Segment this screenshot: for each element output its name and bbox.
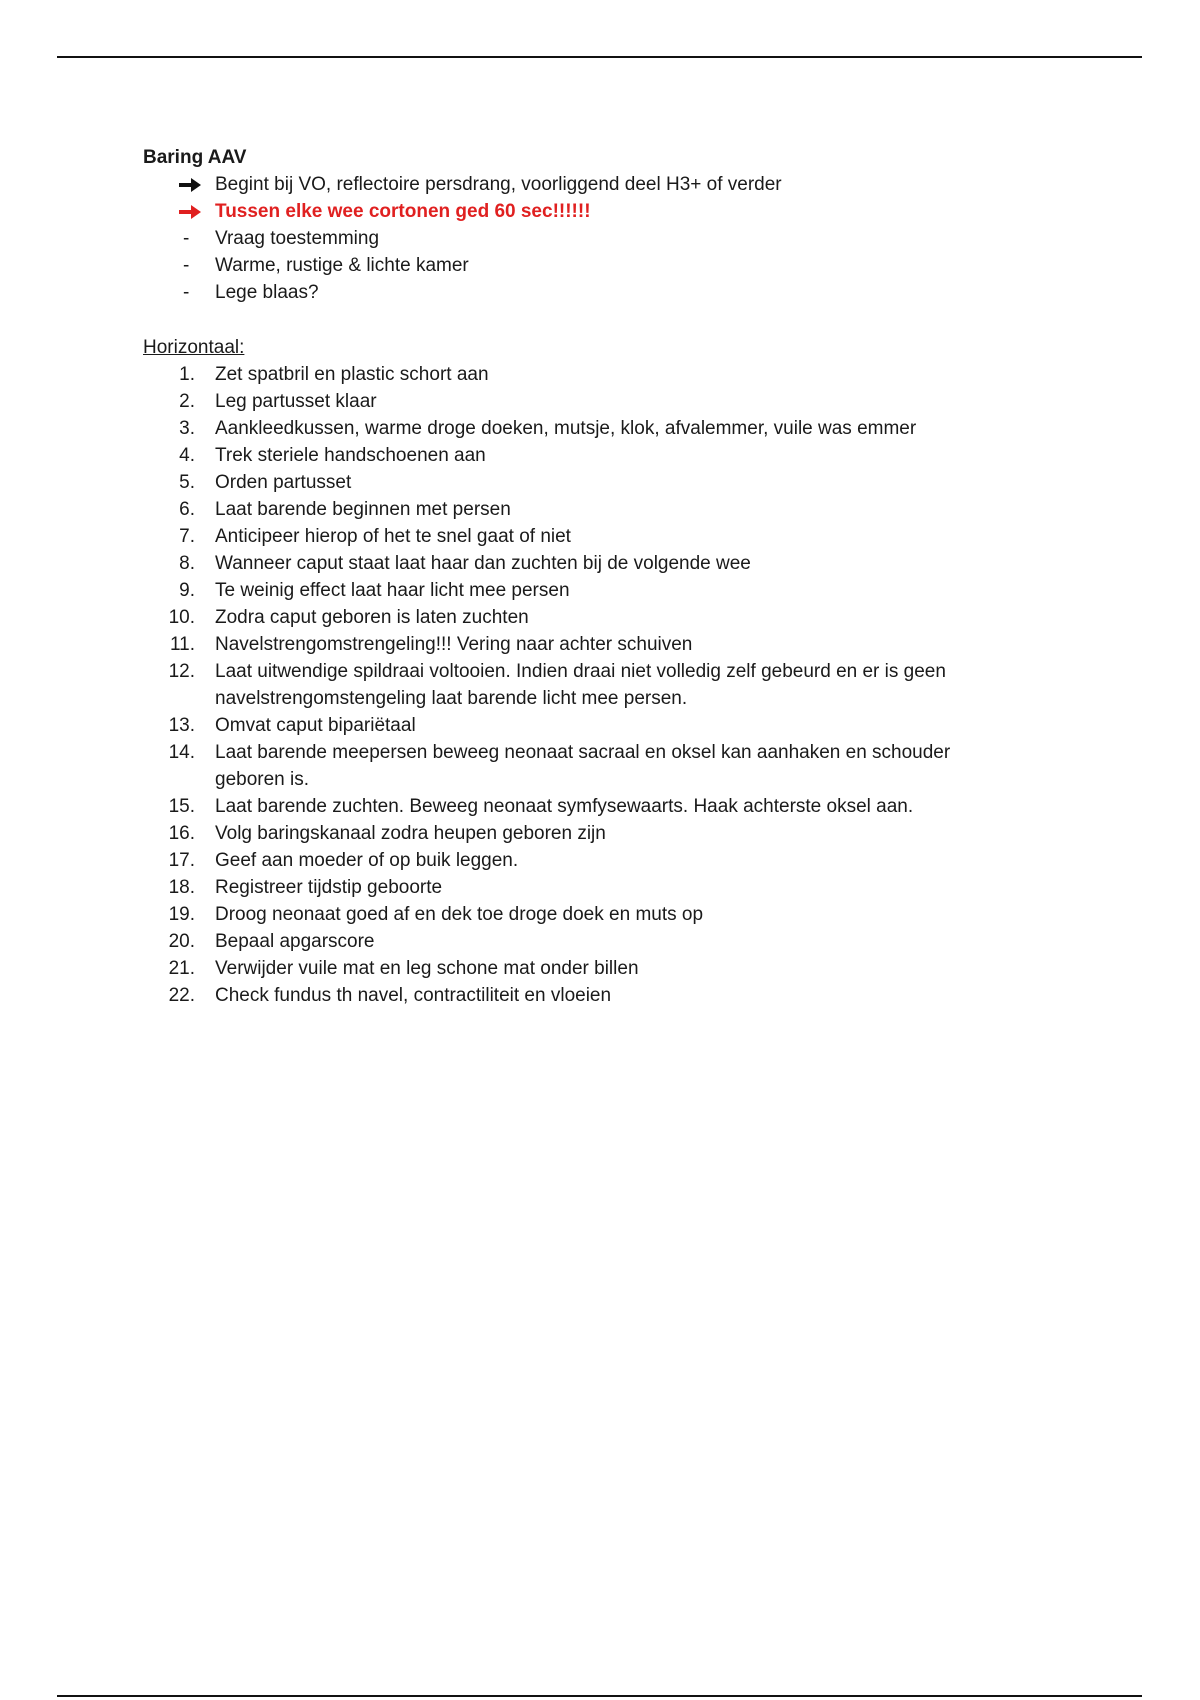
list-item [143,712,1023,739]
list-item [143,982,1023,1009]
arrow-right-icon [179,178,201,192]
list-item-number: 19. [168,904,195,925]
list-item-text: Trek steriele handschoenen aan [215,445,486,466]
list-item [143,901,1023,928]
dash-item [143,279,1023,306]
list-item-number: 1. [179,364,195,385]
list-item-number: 2. [179,391,195,412]
list-item-text: Laat barende meepersen beweeg neonaat sacraal en oksel kan aanhaken en schouder geboren is. [215,742,951,790]
document-body [143,144,1023,1009]
list-item-text: Registreer tijdstip geboorte [215,877,443,898]
arrow-item [143,171,1023,198]
list-item-text: Geef aan moeder of op buik leggen. [215,850,519,871]
list-item-number: 6. [179,499,195,520]
list-item-text: Zet spatbril en plastic schort aan [215,364,489,385]
arrow-item-text: Tussen elke wee cortonen ged 60 sec!!!!!! [215,201,591,222]
dash-bullet: - [183,228,190,249]
list-item-number: 18. [168,877,195,898]
arrow-item-highlight [143,198,1023,225]
list-item [143,388,1023,415]
list-item-number: 7. [179,526,195,547]
list-item [143,469,1023,496]
list-item-number: 5. [179,472,195,493]
dash-item-text: Warme, rustige & lichte kamer [215,255,469,276]
list-item-number: 10. [168,607,195,628]
list-item [143,523,1023,550]
list-item [143,955,1023,982]
list-item-text: Anticipeer hierop of het te snel gaat of niet [215,526,571,547]
list-item-text: Te weinig effect laat haar licht mee persen [215,580,570,601]
arrow-item-text: Begint bij VO, reflectoire persdrang, voorliggend deel H3+ of verder [215,174,782,195]
list-item-number: 17. [168,850,195,871]
list-item-number: 8. [179,553,195,574]
list-item [143,604,1023,631]
list-item [143,793,1023,820]
list-item-text: Verwijder vuile mat en leg schone mat onder billen [215,958,639,979]
list-item-number: 16. [168,823,195,844]
list-item-text: Bepaal apgarscore [215,931,375,952]
arrow-list [143,171,1023,225]
page-heading: Baring AAV [143,147,247,168]
list-item [143,928,1023,955]
list-item-text: Navelstrengomstrengeling!!! Vering naar achter schuiven [215,634,693,655]
list-item [143,442,1023,469]
dash-bullet: - [183,282,190,303]
list-item [143,496,1023,523]
numbered-steps-list [143,361,1023,1009]
arrow-right-icon [179,205,201,219]
list-item-number: 11. [169,634,195,655]
list-item-text: Laat barende zuchten. Beweeg neonaat symfysewaarts. Haak achterste oksel aan. [215,796,914,817]
dash-item [143,252,1023,279]
list-item [143,415,1023,442]
list-item-text: Volg baringskanaal zodra heupen geboren zijn [215,823,606,844]
list-item-text: Omvat caput bipariëtaal [215,715,416,736]
list-item [143,631,1023,658]
list-item-text: Laat uitwendige spildraai voltooien. Indien draai niet volledig zelf gebeurd en er is geen navelstrengomstengeling laat barende licht mee persen. [215,661,946,709]
list-item [143,820,1023,847]
list-item [143,550,1023,577]
list-item-number: 14. [168,742,195,763]
dash-bullet: - [183,255,190,276]
list-item [143,874,1023,901]
list-item-number: 21. [168,958,195,979]
list-item-text: Droog neonaat goed af en dek toe droge doek en muts op [215,904,704,925]
list-item-number: 22. [168,985,195,1006]
list-item-number: 4. [179,445,195,466]
dash-item-text: Lege blaas? [215,282,319,303]
list-item-text: Check fundus th navel, contractiliteit en vloeien [215,985,612,1006]
list-item-text: Orden partusset [215,472,352,493]
list-item [143,361,1023,388]
list-item-number: 13. [168,715,195,736]
list-item-text: Wanneer caput staat laat haar dan zuchten bij de volgende wee [215,553,751,574]
list-item [143,577,1023,604]
footer-rule [57,1695,1142,1697]
dash-item-text: Vraag toestemming [215,228,380,249]
list-item-number: 12. [168,661,195,682]
list-item-number: 15. [168,796,195,817]
list-item-number: 20. [168,931,195,952]
dash-list [143,225,1023,306]
list-item [143,847,1023,874]
dash-item [143,225,1023,252]
list-item-number: 9. [179,580,195,601]
list-item-number: 3. [179,418,195,439]
list-item-text: Laat barende beginnen met persen [215,499,511,520]
section-title: Horizontaal: [143,337,245,358]
list-item [143,739,1023,793]
list-item-text: Zodra caput geboren is laten zuchten [215,607,529,628]
list-item-text: Aankleedkussen, warme droge doeken, mutsje, klok, afvalemmer, vuile was emmer [215,418,917,439]
list-item [143,658,1023,712]
header-rule [57,56,1142,58]
list-item-text: Leg partusset klaar [215,391,377,412]
